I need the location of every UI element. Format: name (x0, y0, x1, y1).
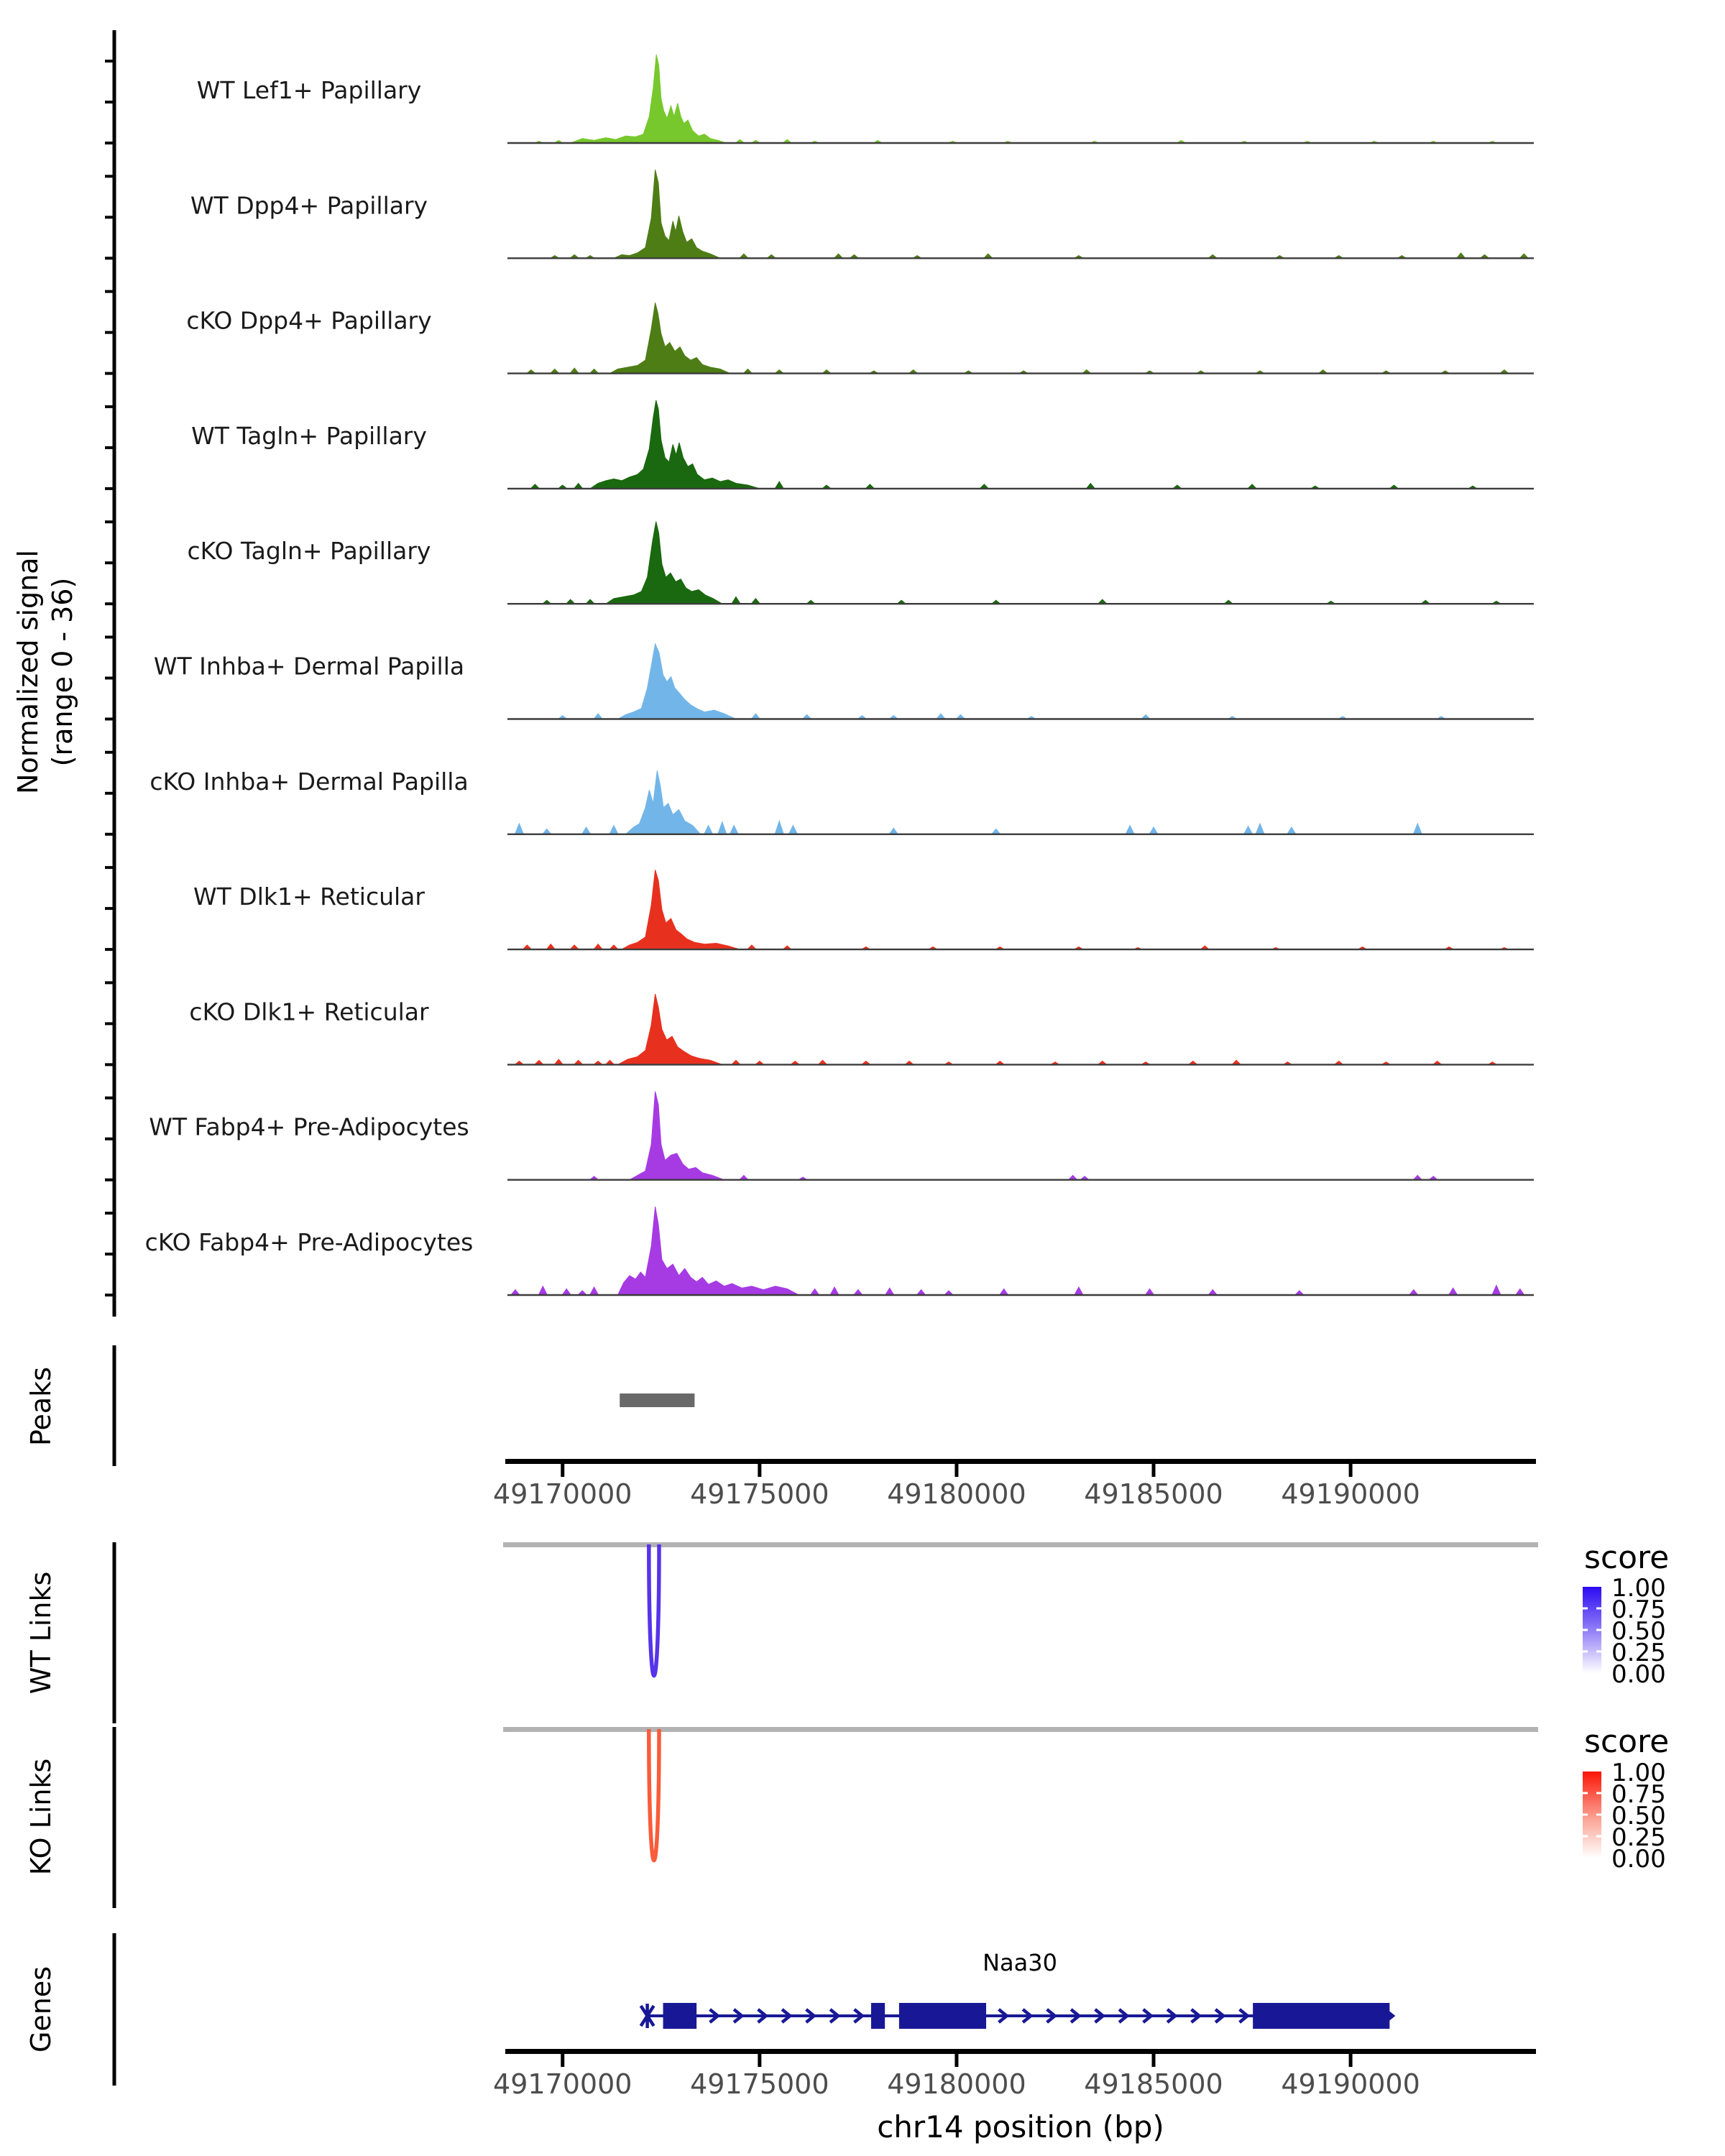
coverage-track-area (507, 1207, 1534, 1295)
coverage-track-area (507, 644, 1534, 719)
generated-graphics (105, 30, 1666, 2100)
score-legend-tick-label: 0.75 (1611, 1780, 1666, 1809)
coverage-track-area (507, 870, 1534, 949)
score-legend-tick-label: 1.00 (1611, 1574, 1666, 1603)
ko-score-legend-title: score (1584, 1723, 1670, 1760)
genes-section-label: Genes (25, 1966, 57, 2053)
peak-region-bar (620, 1393, 694, 1407)
coverage-y-axis-label-line1: Normalized signal (12, 550, 44, 794)
coverage-track-area (507, 170, 1534, 258)
genome-axis-tick-label: 49190000 (1281, 2068, 1420, 2100)
gene-exon (899, 2003, 986, 2029)
coverage-track-area (507, 55, 1534, 143)
score-legend-tick-label: 0.75 (1611, 1595, 1666, 1624)
gene-exon (663, 2003, 697, 2029)
coverage-y-axis-label-line2: (range 0 - 36) (47, 577, 78, 767)
coverage-track-area (507, 400, 1534, 489)
genome-axis-tick-label: 49170000 (493, 1478, 632, 1510)
wt-links-section-label: WT Links (25, 1571, 57, 1695)
score-legend-tick-label: 0.50 (1611, 1617, 1666, 1646)
track-label: WT Dpp4+ Papillary (190, 191, 428, 220)
track-label: cKO Inhba+ Dermal Papilla (150, 767, 469, 796)
coverage-track-area (507, 994, 1534, 1064)
score-legend-tick-label: 0.00 (1611, 1845, 1666, 1874)
track-label: WT Dlk1+ Reticular (193, 883, 425, 911)
genome-axis-line (505, 1459, 1536, 1464)
genome-axis-tick-label: 49185000 (1084, 2068, 1223, 2100)
genome-axis-tick-label: 49175000 (690, 2068, 829, 2100)
genome-axis-tick-label: 49190000 (1281, 1478, 1420, 1510)
genome-axis-line (505, 2049, 1536, 2054)
coverage-track-area (507, 770, 1534, 834)
coverage-track-area (507, 522, 1534, 604)
gene-end-arrow (1388, 2010, 1395, 2022)
score-legend-tick-label: 1.00 (1611, 1759, 1666, 1787)
track-label: WT Lef1+ Papillary (196, 76, 422, 104)
gene-exon (1253, 2003, 1389, 2029)
track-label: cKO Dlk1+ Reticular (189, 998, 429, 1026)
track-label: WT Tagln+ Papillary (191, 421, 427, 450)
coverage-track-area (507, 303, 1534, 373)
link-arc (649, 1544, 659, 1676)
genome-axis-tick-label: 49180000 (887, 1478, 1026, 1510)
wt-score-legend-title: score (1584, 1539, 1670, 1576)
score-legend-tick-label: 0.00 (1611, 1660, 1666, 1689)
score-legend-tick-label: 0.25 (1611, 1823, 1666, 1852)
track-label: WT Fabp4+ Pre-Adipocytes (149, 1112, 469, 1141)
ko-links-section-label: KO Links (25, 1758, 57, 1876)
genome-axis-tick-label: 49170000 (493, 2068, 632, 2100)
peaks-section-label: Peaks (25, 1366, 57, 1447)
score-legend-tick-label: 0.50 (1611, 1802, 1666, 1830)
track-label: cKO Tagln+ Papillary (187, 537, 431, 566)
track-label: cKO Fabp4+ Pre-Adipocytes (144, 1228, 474, 1256)
link-arc (649, 1729, 659, 1861)
x-axis-title: chr14 position (bp) (877, 2109, 1164, 2145)
gene-name-label: Naa30 (983, 1949, 1057, 1976)
track-label: cKO Dpp4+ Papillary (186, 306, 432, 335)
genome-axis-tick-label: 49180000 (887, 2068, 1026, 2100)
track-label: WT Inhba+ Dermal Papilla (153, 652, 465, 681)
gene-exon (871, 2003, 885, 2029)
genome-axis-tick-label: 49185000 (1084, 1478, 1223, 1510)
score-legend-tick-label: 0.25 (1611, 1639, 1666, 1667)
genome-axis-tick-label: 49175000 (690, 1478, 829, 1510)
coverage-track-area (507, 1092, 1534, 1180)
